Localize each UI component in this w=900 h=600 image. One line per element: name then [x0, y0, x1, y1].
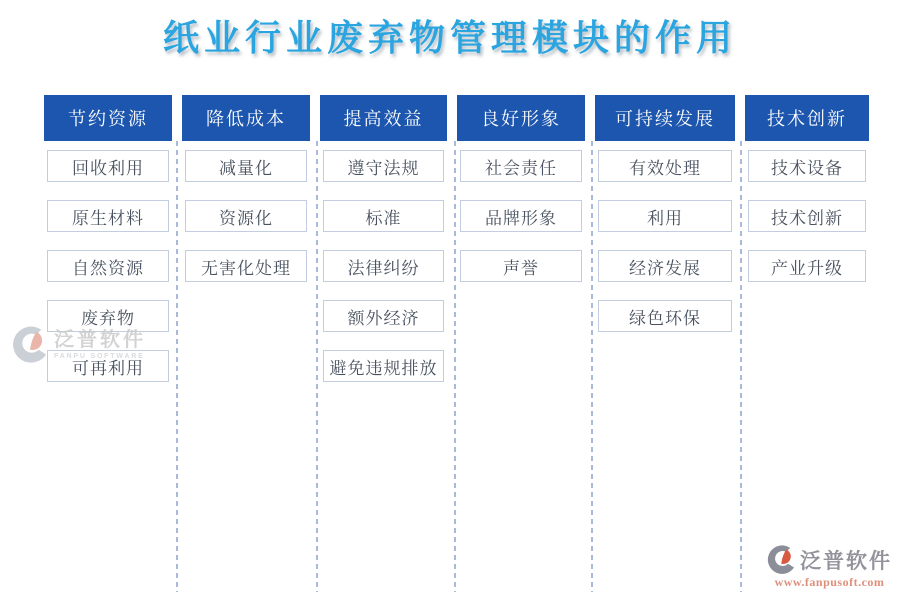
item-box: 产业升级: [748, 250, 866, 282]
item-box: 标准: [323, 200, 444, 232]
item-box: 原生材料: [47, 200, 169, 232]
item-box: 额外经济: [323, 300, 444, 332]
column-header: 可持续发展: [595, 95, 735, 141]
column-header: 提高效益: [320, 95, 447, 141]
item-box: 技术设备: [748, 150, 866, 182]
fanpu-logo-icon: [767, 545, 797, 575]
column-header: 降低成本: [182, 95, 310, 141]
column-separator: [176, 141, 178, 592]
item-box: 废弃物: [47, 300, 169, 332]
column-header: 技术创新: [745, 95, 869, 141]
item-box: 品牌形象: [460, 200, 582, 232]
item-box: 资源化: [185, 200, 307, 232]
item-box: 绿色环保: [598, 300, 732, 332]
item-box: 避免违规排放: [323, 350, 444, 382]
column-2: [182, 95, 310, 300]
watermark-brand: 泛普软件: [54, 329, 146, 351]
item-box: 有效处理: [598, 150, 732, 182]
column-header: 良好形象: [457, 95, 585, 141]
item-box: 回收利用: [47, 150, 169, 182]
item-box: 自然资源: [47, 250, 169, 282]
column-separator: [454, 141, 456, 592]
item-box: 可再利用: [47, 350, 169, 382]
column-separator: [316, 141, 318, 592]
item-box: 利用: [598, 200, 732, 232]
columns-row: [44, 95, 869, 400]
column-separator: [591, 141, 593, 592]
column-5: [595, 95, 735, 350]
item-box: 社会责任: [460, 150, 582, 182]
column-3: [320, 95, 447, 400]
watermark-subbrand: FANPU SOFTWARE: [54, 353, 145, 360]
column-4: [457, 95, 585, 300]
item-box: 无害化处理: [185, 250, 307, 282]
column-header: 节约资源: [44, 95, 172, 141]
column-6: [745, 95, 869, 300]
item-box: 经济发展: [598, 250, 732, 282]
page-title: 纸业行业废弃物管理模块的作用: [162, 17, 737, 58]
item-box: 技术创新: [748, 200, 866, 232]
watermark-url: www.fanpusoft.com: [774, 575, 885, 589]
item-box: 遵守法规: [323, 150, 444, 182]
item-box: 法律纠纷: [323, 250, 444, 282]
column-separator: [740, 141, 742, 592]
watermark-bottom-right: [767, 545, 892, 590]
item-box: 减量化: [185, 150, 307, 182]
item-box: 声誉: [460, 250, 582, 282]
column-1: [44, 95, 172, 400]
watermark-brand: 泛普软件: [800, 550, 892, 573]
